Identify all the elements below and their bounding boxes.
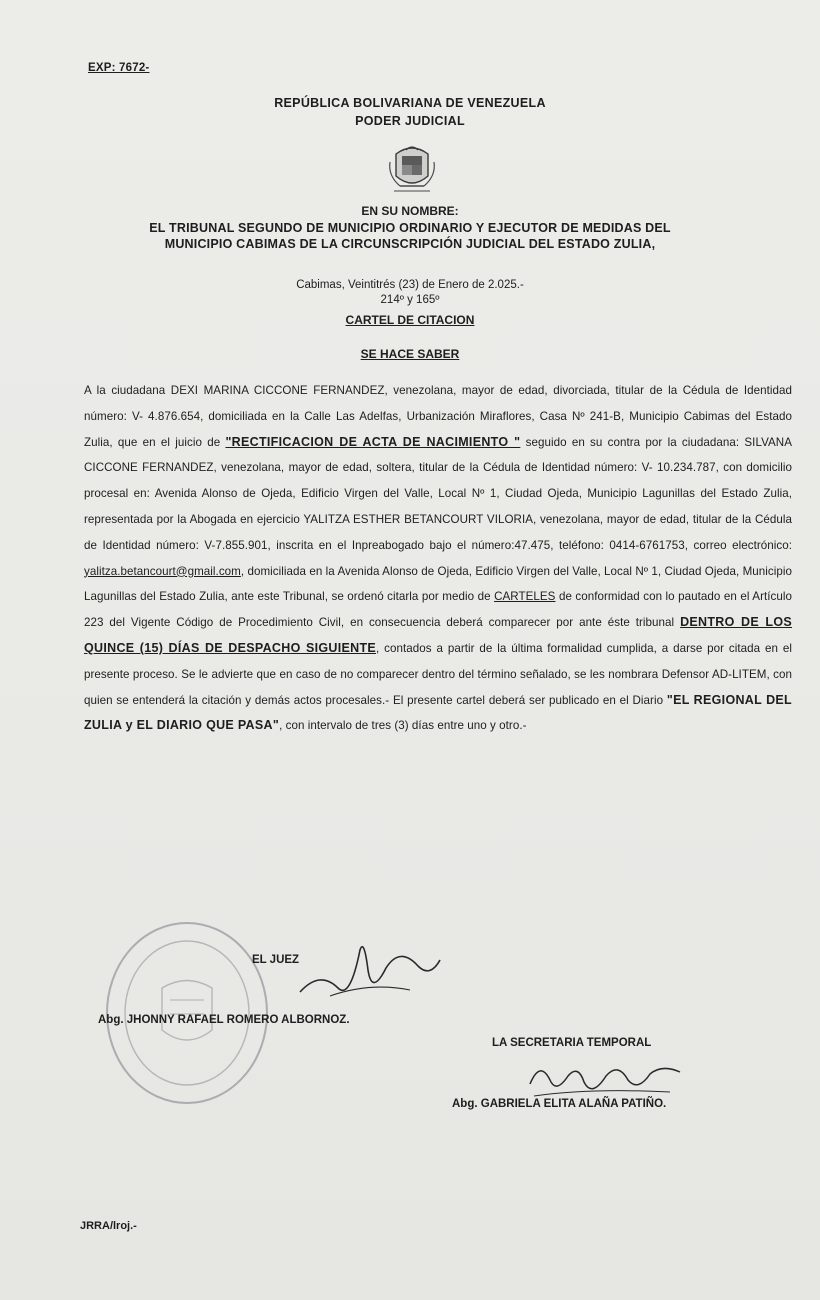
plazo-text: DENTRO DE LOS QUINCE (15) DÍAS DE DESPACHO SIGUIENTE	[84, 615, 792, 655]
se-hace-saber-title: SE HACE SABER	[360, 347, 460, 361]
cartel-title: CARTEL DE CITACION	[345, 313, 475, 327]
carteles-word: CARTELES	[494, 590, 556, 604]
tribunal-line-1: EL TRIBUNAL SEGUNDO DE MUNICIPIO ORDINARIO Y EJECUTOR DE MEDIDAS DEL	[149, 221, 671, 235]
secretary-title: LA SECRETARIA TEMPORAL	[492, 1037, 652, 1049]
date-line: Cabimas, Veintitrés (23) de Enero de 2.025.-	[296, 279, 524, 291]
initials-footer: JRRA/lroj.-	[80, 1220, 137, 1232]
juicio-title: "RECTIFICACION DE ACTA DE NACIMIENTO "	[225, 434, 521, 449]
years-line: 214º y 165º	[380, 294, 440, 306]
court-stamp-icon	[102, 918, 272, 1108]
expediente-number: EXP: 7672-	[88, 62, 150, 74]
secretary-name: Abg. GABRIELA ELITA ALAÑA PATIÑO.	[452, 1098, 667, 1110]
judicial-power-heading: PODER JUDICIAL	[355, 114, 465, 128]
tribunal-line-2: MUNICIPIO CABIMAS DE LA CIRCUNSCRIPCIÓN JUDICIAL DEL ESTADO ZULIA,	[164, 237, 656, 251]
republic-heading: REPÚBLICA BOLIVARIANA DE VENEZUELA	[274, 96, 546, 110]
date-block	[0, 278, 820, 308]
citation-body	[84, 378, 792, 739]
body-part-5: , contados a partir de la última formalidad cumplida, a darse por citada en el presente proceso. Se le advierte que en caso de no comparecer dentro del término señalado, se les nombrara Defensor AD-LITEM, con quien se entenderá la citación y demás actos procesales.- El presente cartel deberá ser publicado en el Diario	[84, 641, 792, 707]
coat-of-arms-icon	[382, 136, 442, 196]
en-su-nombre: EN SU NOMBRE:	[361, 204, 459, 218]
judge-signature-icon	[290, 930, 450, 1010]
judge-title: EL JUEZ	[252, 954, 300, 966]
body-part-3: , domiciliada en la Avenida Alonso de Ojeda, Edificio Virgen del Valle, Local Nº 1, Ciudad Ojeda, Municipio Lagunillas del Estado Zulia, ante este Tribunal, se ordenó citarla por medio de	[84, 564, 792, 604]
body-part-2: seguido en su contra por la ciudadana: SILVANA CICCONE FERNANDEZ, venezolana, mayor de edad, soltera, titular de la Cédula de Identidad número: V- 10.234.787, con domicilio procesal en: Avenida Alonso de Ojeda, Edificio Virgen del Valle, Local Nº 1, Ciudad Ojeda, Municipio Lagunillas del Estado Zulia, representada por la Abogada en ejercicio YALITZA ESTHER BETANCOURT VILORIA, venezolana, mayor de edad, titular de la Cédula de Identidad número: V-7.855.901, inscrita en el Inpreabogado bajo el número:47.475, teléfono: 0414-6761753, correo electrónico:	[84, 435, 793, 552]
body-part-1: A la ciudadana DEXI MARINA CICCONE FERNANDEZ, venezolana, mayor de edad, divorciada, titular de la Cédula de Identidad número: V- 4.876.654, domiciliada en la Calle Las Adelfas, Urbanización Miraflores, Casa Nº 241-B, Municipio Cabimas del Estado Zulia, que en el juicio de	[84, 384, 792, 449]
body-part-6: , con intervalo de tres (3) días entre uno y otro.-	[279, 719, 527, 733]
diario-names: "EL REGIONAL DEL ZULIA y EL DIARIO QUE PASA"	[84, 692, 792, 733]
tribunal-heading	[0, 220, 820, 252]
judge-name: Abg. JHONNY RAFAEL ROMERO ALBORNOZ.	[98, 1014, 350, 1026]
body-part-4: de conformidad con lo pautado en el Artículo 223 del Vigente Código de Procedimiento Civil, en consecuencia deberá comparecer por ante éste tribunal	[84, 590, 792, 630]
email-address: yalitza.betancourt@gmail.com	[84, 564, 241, 578]
